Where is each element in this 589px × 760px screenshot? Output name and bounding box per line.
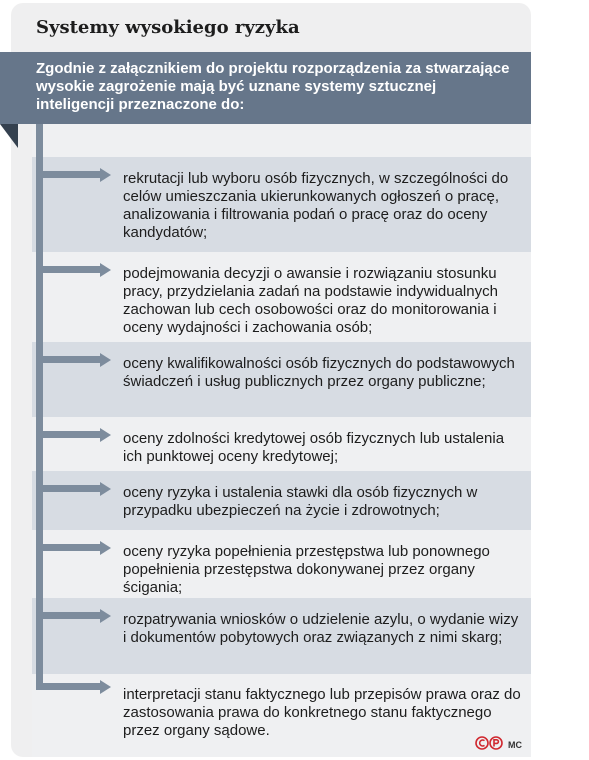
branch-3	[36, 356, 100, 363]
stripe-top	[32, 124, 531, 157]
arrow-icon	[100, 428, 111, 442]
list-item: oceny zdolności kredytowej osób fizycznych lub ustalenia ich punktowej oceny kredytowej;	[123, 430, 505, 465]
arrow-icon	[100, 168, 111, 182]
branch-8	[36, 683, 100, 690]
branch-7	[36, 612, 100, 619]
author-credit: MC	[508, 740, 522, 750]
banner-fold	[0, 124, 18, 148]
arrow-icon	[100, 541, 111, 555]
arrow-icon	[100, 609, 111, 623]
page-title: Systemy wysokiego ryzyka	[36, 17, 300, 38]
branch-2	[36, 266, 100, 273]
list-item: oceny kwalifikowalności osób fizycznych do podstawowych świadczeń i usług publicznych przez organy publiczne;	[123, 355, 515, 390]
list-item: rekrutacji lub wyboru osób fizycznych, w szczególności do celów umieszczania ukierunkowanych ogłoszeń o pracę, analizowania i filtrowania podań o pracę oraz do oceny kandydatów;	[123, 170, 509, 241]
intro-text: Zgodnie z załącznikiem do projektu rozporządzenia za stwarzające wysokie zagrożenie mają być uznane systemy sztucznej inteligencji przeznaczone do:	[36, 60, 510, 113]
list-item: interpretacji stanu faktycznego lub przepisów prawa oraz do zastosowania prawa do konkretnego stanu faktycznego przez organy sądowe.	[123, 686, 521, 739]
arrow-icon	[100, 353, 111, 367]
list-item: oceny ryzyka popełnienia przestępstwa lub ponownego popełnienia przestępstwa dokonywanej przez organy ścigania;	[123, 543, 490, 596]
arrow-icon	[100, 680, 111, 694]
branch-4	[36, 431, 100, 438]
branch-1	[36, 171, 100, 178]
list-item: oceny ryzyka i ustalenia stawki dla osób fizycznych w przypadku ubezpieczeń na życie i zdrowotnych;	[123, 484, 478, 519]
copyright-p-logo-icon	[475, 736, 503, 750]
list-item: podejmowania decyzji o awansie i rozwiązaniu stosunku pracy, przydzielania zadań na podstawie indywidualnych zachowan lub cech osobowości oraz do monitorowania i oceny wydajności i zachowania osób;	[123, 265, 498, 336]
branch-5	[36, 485, 100, 492]
connector-line	[36, 124, 43, 690]
list-item: rozpatrywania wniosków o udzielenie azylu, o wydanie wizy i dokumentów pobytowych oraz związanych z nimi skarg;	[123, 611, 519, 646]
arrow-icon	[100, 263, 111, 277]
arrow-icon	[100, 482, 111, 496]
branch-6	[36, 544, 100, 551]
